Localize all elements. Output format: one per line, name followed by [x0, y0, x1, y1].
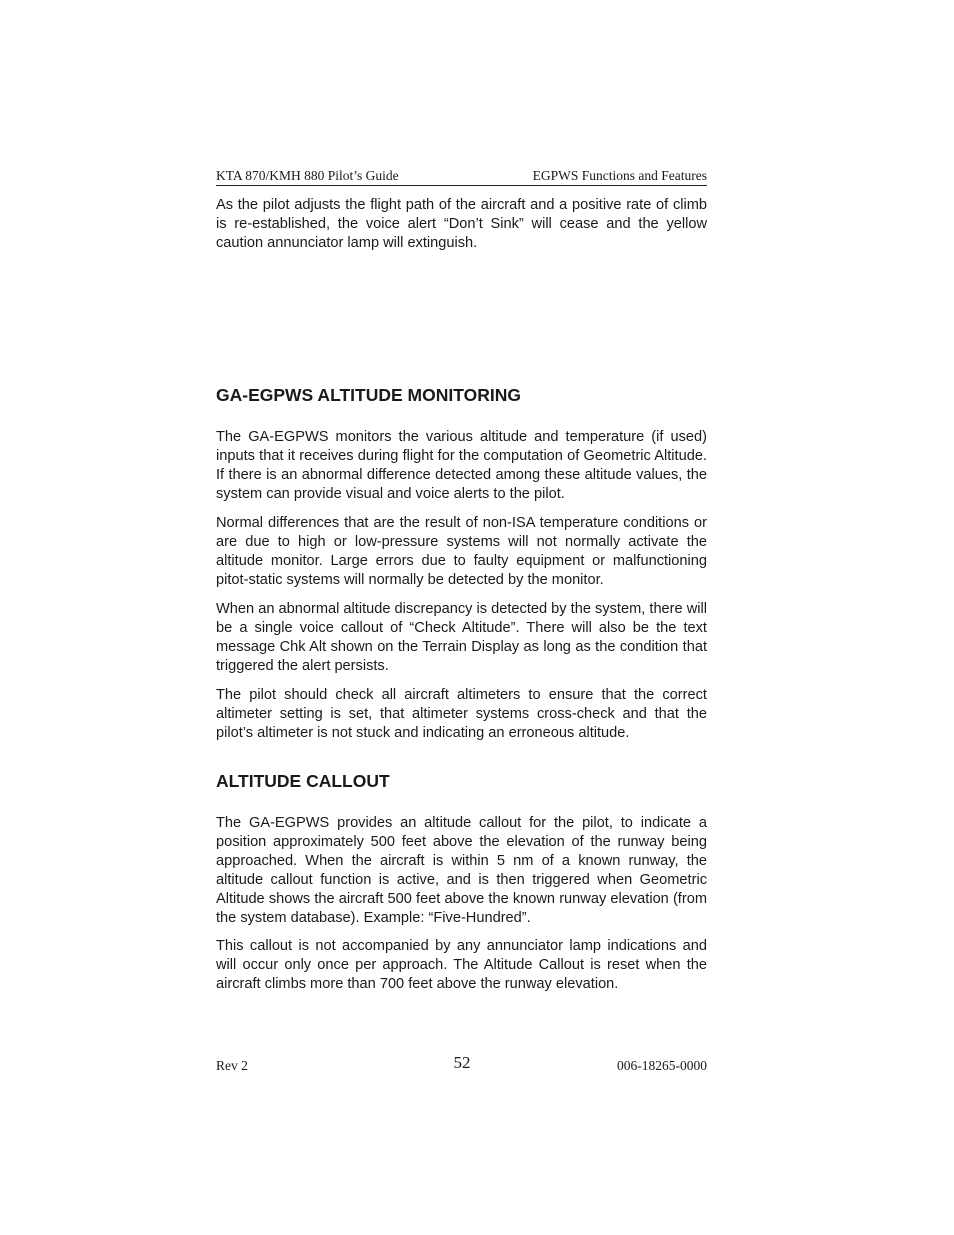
paragraph: When an abnormal altitude discrepancy is detected by the system, there will be a single voice callout of “Check Altitude”. There will also be the text message Chk Alt shown on the Terrain Display as long as the condition that triggered the alert persists.	[216, 601, 707, 674]
section-heading-altitude-monitoring: GA-EGPWS ALTITUDE MONITORING	[216, 385, 521, 405]
paragraph: Normal differences that are the result of non-ISA temperature conditions or are due to high or low-pressure systems will not normally activate the altitude monitor. Large errors due to faulty equipment or malfunctioning pitot-static systems will normally be detected by the monitor.	[216, 515, 707, 588]
intro-paragraph: As the pilot adjusts the flight path of the aircraft and a positive rate of climb is re-established, the voice alert “Don’t Sink” will cease and the yellow caution annunciator lamp will extinguish.	[216, 197, 707, 251]
header-guide-title: KTA 870/KMH 880 Pilot’s Guide	[216, 168, 399, 183]
paragraph: The GA-EGPWS monitors the various altitude and temperature (if used) inputs that it receives during flight for the computation of Geometric Altitude. If there is an abnormal difference detected among these altitude values, the system can provide visual and voice alerts to the pilot.	[216, 429, 707, 502]
section-heading-altitude-callout: ALTITUDE CALLOUT	[216, 771, 390, 791]
paragraph: The pilot should check all aircraft altimeters to ensure that the correct altimeter setting is set, that altimeter systems cross-check and that the pilot’s altimeter is not stuck and indicating an erroneous altitude.	[216, 687, 707, 741]
paragraph: The GA-EGPWS provides an altitude callout for the pilot, to indicate a position approximately 500 feet above the elevation of the runway being approached. When the aircraft is within 5 nm of a known runway, the altitude callout function is active, and is then triggered when Geometric Altitude shows the aircraft 500 feet above the known runway elevation (from the system database). Example: “Five-Hundred”.	[216, 815, 707, 926]
header-chapter-title: EGPWS Functions and Features	[532, 168, 707, 183]
paragraph: This callout is not accompanied by any annunciator lamp indications and will occur only once per approach. The Altitude Callout is reset when the aircraft climbs more than 700 feet above the runway elevation.	[216, 938, 707, 992]
footer-document-number: 006-18265-0000	[617, 1058, 707, 1073]
page-number: 52	[453, 1053, 471, 1072]
running-header	[216, 165, 707, 186]
footer-revision: Rev 2	[216, 1058, 248, 1073]
